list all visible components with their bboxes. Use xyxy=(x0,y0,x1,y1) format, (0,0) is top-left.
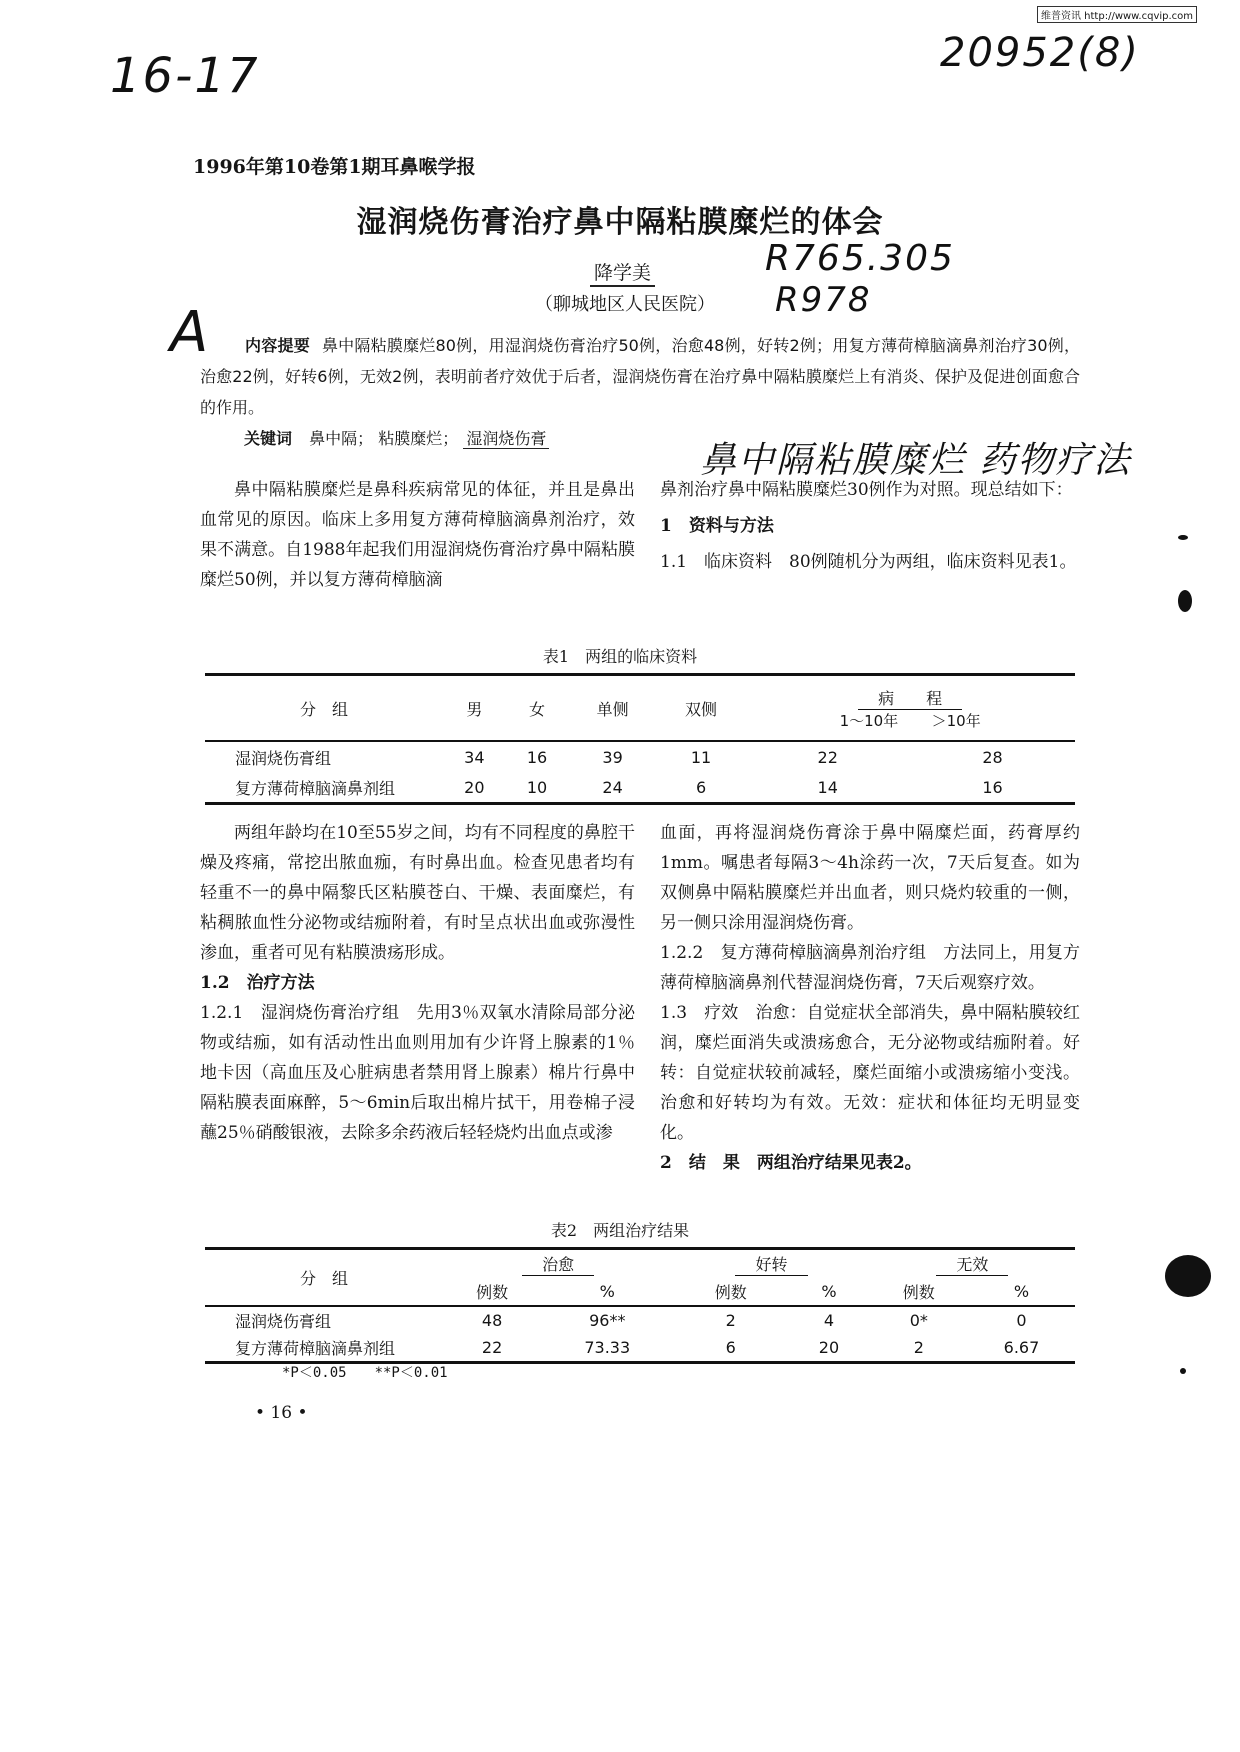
table-row xyxy=(205,1306,1075,1334)
table-cell: 复方薄荷樟脑滴鼻剂组 xyxy=(235,1339,396,1358)
section-1-2-2: 1.2.2 复方薄荷樟脑滴鼻剂治疗组 方法同上，用复方薄荷樟脑滴鼻剂代替湿润烧伤膏，7天后观察疗效。 xyxy=(660,943,1080,993)
table-cell: 96** xyxy=(589,1311,626,1330)
table1-course-label: 病 程 xyxy=(858,686,962,710)
table-cell: 6.67 xyxy=(1003,1338,1040,1357)
table-cell: 20 xyxy=(818,1338,840,1357)
table1 xyxy=(205,673,1075,805)
page-number: • 16 • xyxy=(255,1403,308,1423)
keyword-3: 湿润烧伤膏 xyxy=(463,429,549,449)
handwritten-class-code-2: R978 xyxy=(775,280,872,320)
table-cell: 湿润烧伤膏组 xyxy=(235,1312,332,1331)
abstract-label: 内容提要 xyxy=(245,336,310,355)
table2-group-cured-label: 治愈 xyxy=(522,1252,594,1276)
cqvip-watermark: 维普资讯 http://www.cqvip.com xyxy=(1037,6,1197,23)
table1-header-group: 分 组 xyxy=(205,675,443,742)
table1-header-bilateral: 双侧 xyxy=(657,675,745,742)
table2-sub-header: % xyxy=(968,1278,1075,1306)
table2-group-row xyxy=(205,1249,1075,1279)
table-cell: 20 xyxy=(464,777,485,797)
table1-course-sub-1: 1～10年 xyxy=(839,711,899,730)
table-row xyxy=(205,741,1075,772)
intro-right-paragraph: 鼻剂治疗鼻中隔粘膜糜烂30例作为对照。现总结如下： xyxy=(660,480,1073,500)
table1-header-female: 女 xyxy=(506,675,569,742)
intro-left-paragraph: 鼻中隔粘膜糜烂是鼻科疾病常见的体征，并且是鼻出血常见的原因。临床上多用复方薄荷樟脑滴鼻剂治疗，效果不满意。自1988年起我们用湿润烧伤膏治疗鼻中隔粘膜糜烂50例，并以复方薄荷樟脑滴 xyxy=(200,480,635,590)
table2-caption: 表2 两组治疗结果 xyxy=(550,1221,690,1240)
table-cell: 22 xyxy=(817,747,838,767)
table-cell: 16 xyxy=(982,777,1003,797)
intro-left-column xyxy=(200,475,635,595)
table2-group-cured xyxy=(443,1249,673,1279)
table-cell: 6 xyxy=(695,777,707,797)
table2-group-ineffective xyxy=(870,1249,1075,1279)
journal-line: 1996年第10卷第1期耳鼻喉学报 xyxy=(193,156,476,178)
ink-blot xyxy=(1178,535,1188,540)
table2-group-improved-label: 好转 xyxy=(735,1252,807,1276)
section1-heading: 1 资料与方法 xyxy=(660,516,774,536)
table-cell: 2 xyxy=(725,1311,736,1330)
table1-header-course xyxy=(745,675,1075,742)
handwritten-serial: 20952(8) xyxy=(940,30,1140,76)
table-cell: 2 xyxy=(913,1338,924,1357)
section-1-1: 1.1 临床资料 80例随机分为两组，临床资料见表1。 xyxy=(660,552,1077,572)
author: 降学美 xyxy=(590,258,655,287)
abstract xyxy=(200,330,1080,423)
keywords-label: 关键词 xyxy=(244,429,293,448)
table-cell: 4 xyxy=(823,1311,835,1330)
intro-right-column xyxy=(660,475,1080,577)
article-title: 湿润烧伤膏治疗鼻中隔粘膜糜烂的体会 xyxy=(356,205,884,240)
table-row xyxy=(205,772,1075,804)
table-cell: 复方薄荷樟脑滴鼻剂组 xyxy=(235,778,396,798)
table-cell: 16 xyxy=(526,747,548,767)
table1-header-unilateral: 单侧 xyxy=(568,675,656,742)
handwritten-margin-letter: A xyxy=(170,300,211,365)
table-cell: 湿润烧伤膏组 xyxy=(235,748,332,768)
table-cell: 0* xyxy=(909,1311,928,1330)
table2-group-improved xyxy=(673,1249,869,1279)
keyword-2: 粘膜糜烂 xyxy=(378,429,443,448)
table2-group-ineffective-label: 无效 xyxy=(936,1252,1008,1276)
table-cell: 48 xyxy=(481,1311,503,1330)
handwritten-class-code-1: R765.305 xyxy=(765,238,955,279)
table-cell: 6 xyxy=(725,1338,736,1357)
table1-course-sub xyxy=(749,710,1071,731)
section-1-3: 1.3 疗效 治愈：自觉症状全部消失，鼻中隔粘膜较红润，糜烂面消失或溃疡愈合，无分泌物或结痂附着。好转：自觉症状较前减轻，糜烂面缩小或溃疡缩小变浅。治愈和好转均为有效。无效：症状和体征均无明显变化。 xyxy=(660,1003,1080,1143)
table-row xyxy=(205,1334,1075,1363)
table-cell: 39 xyxy=(602,747,623,767)
table-cell: 14 xyxy=(817,777,838,797)
table1-course-sub-2: ＞10年 xyxy=(931,711,981,730)
table2-header-group: 分 组 xyxy=(205,1249,443,1307)
table2-sub-header: 例数 xyxy=(673,1278,788,1306)
body-right-paragraph-1: 血面，再将湿润烧伤膏涂于鼻中隔糜烂面，药膏厚约1mm。嘱患者每隔3～4h涂药一次，7天后复查。如为双侧鼻中隔粘膜糜烂并出血者，则只烧灼较重的一侧，另一侧只涂用湿润烧伤膏。 xyxy=(660,823,1080,933)
keyword-1: 鼻中隔 xyxy=(309,429,358,448)
table-cell: 10 xyxy=(526,777,548,797)
abstract-text: 鼻中隔粘膜糜烂80例，用湿润烧伤膏治疗50例，治愈48例，好转2例；用复方薄荷樟脑滴鼻剂治疗30例，治愈22例，好转6例，无效2例，表明前者疗效优于后者，湿润烧伤膏在治疗鼻中隔粘膜糜烂上有消炎、保护及促进创面愈合的作用。 xyxy=(200,336,1080,417)
ink-blot xyxy=(1180,1368,1186,1374)
table-cell: 28 xyxy=(982,747,1003,767)
table2-sub-header: % xyxy=(788,1278,869,1306)
ink-blot xyxy=(1178,590,1192,612)
handwritten-page-range: 16-17 xyxy=(110,48,260,104)
ink-blot xyxy=(1165,1255,1211,1297)
table-cell: 24 xyxy=(602,777,623,797)
affiliation: （聊城地区人民医院） xyxy=(535,294,715,315)
section-1-2-1: 1.2.1 湿润烧伤膏治疗组 先用3％双氧水清除局部分泌物或结痂，如有活动性出血则用加有少许肾上腺素的1％地卡因（高血压及心脏病患者禁用肾上腺素）棉片行鼻中隔粘膜表面麻醉，5～6min后取出棉片拭干，用卷棉子浸蘸25％硝酸银液，去除多余药液后轻轻烧灼出血点或渗 xyxy=(200,1003,635,1143)
table-cell: 73.33 xyxy=(584,1338,631,1357)
handwritten-keyword-note: 鼻中隔粘膜糜烂 药物疗法 xyxy=(700,440,1132,481)
table1-header-row xyxy=(205,675,1075,742)
table-cell: 34 xyxy=(464,747,485,767)
table2-sub-header: 例数 xyxy=(870,1278,968,1306)
section2-results: 2 结 果 两组治疗结果见表2。 xyxy=(660,1153,922,1173)
table-cell: 0 xyxy=(1016,1311,1027,1330)
body-right-column xyxy=(660,818,1080,1178)
body-left-column xyxy=(200,818,635,1148)
table2-sub-header: 例数 xyxy=(443,1278,541,1306)
table1-header-male: 男 xyxy=(443,675,506,742)
table1-caption: 表1 两组的临床资料 xyxy=(542,647,698,666)
table2 xyxy=(205,1247,1075,1364)
table2-sub-header: % xyxy=(541,1278,673,1306)
table2-footnote: *P＜0.05 **P＜0.01 xyxy=(282,1365,448,1381)
table-cell: 11 xyxy=(690,747,712,767)
table-cell: 22 xyxy=(481,1338,503,1357)
body-left-paragraph-1: 两组年龄均在10至55岁之间，均有不同程度的鼻腔干燥及疼痛，常挖出脓血痂，有时鼻出血。检查见患者均有轻重不一的鼻中隔黎氏区粘膜苍白、干燥、表面糜烂，有粘稠脓血性分泌物或结痂附着，有时呈点状出血或弥漫性渗血，重者可见有粘膜溃疡形成。 xyxy=(200,823,635,963)
section-1-2-heading: 1.2 治疗方法 xyxy=(200,973,315,993)
keywords: 关键词 鼻中隔； 粘膜糜烂； 湿润烧伤膏 xyxy=(244,426,549,449)
